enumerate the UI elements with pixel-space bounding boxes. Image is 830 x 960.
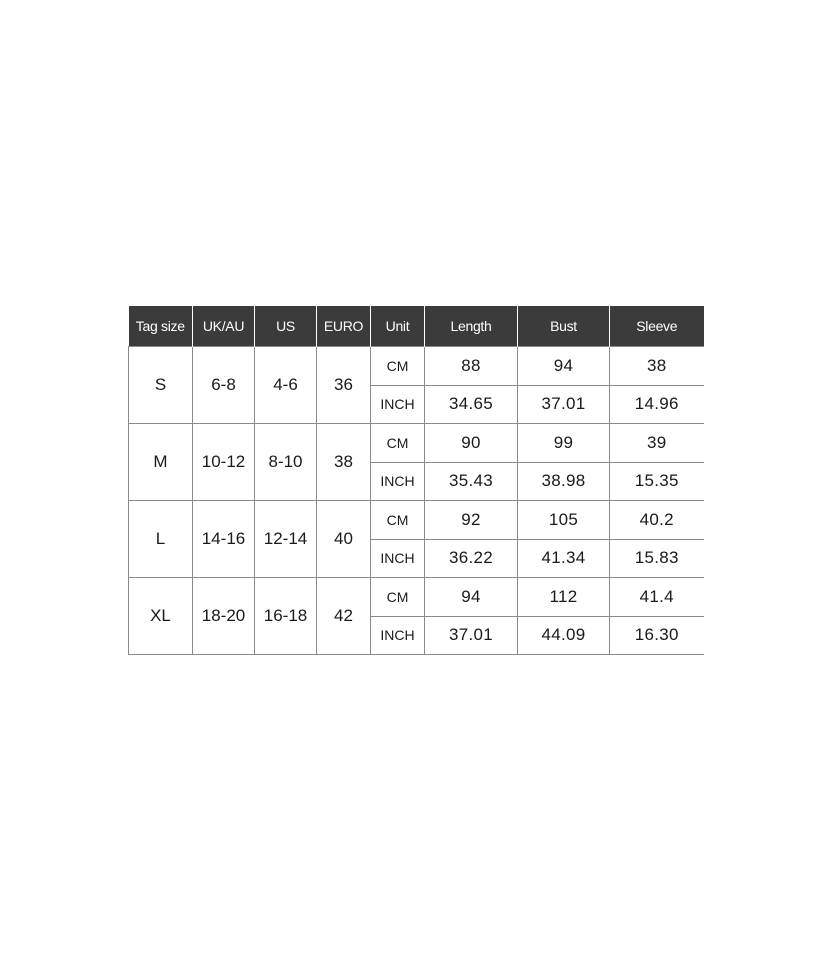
- header-sleeve: Sleeve: [610, 306, 704, 347]
- uk-au-cell: 10-12: [193, 424, 255, 501]
- length-cell: 94: [425, 578, 518, 617]
- unit-cell: CM: [371, 578, 425, 617]
- us-cell: 12-14: [255, 501, 317, 578]
- tag-size-cell: S: [129, 347, 193, 424]
- sleeve-cell: 16.30: [610, 616, 704, 655]
- length-cell: 35.43: [425, 462, 518, 501]
- uk-au-cell: 6-8: [193, 347, 255, 424]
- unit-cell: INCH: [371, 539, 425, 578]
- us-cell: 8-10: [255, 424, 317, 501]
- us-cell: 4-6: [255, 347, 317, 424]
- length-cell: 92: [425, 501, 518, 540]
- tag-size-cell: XL: [129, 578, 193, 655]
- header-euro: EURO: [317, 306, 371, 347]
- euro-cell: 40: [317, 501, 371, 578]
- sleeve-cell: 40.2: [610, 501, 704, 540]
- bust-cell: 37.01: [518, 385, 610, 424]
- sleeve-cell: 38: [610, 347, 704, 386]
- header-unit: Unit: [371, 306, 425, 347]
- tag-size-cell: M: [129, 424, 193, 501]
- euro-cell: 38: [317, 424, 371, 501]
- length-cell: 36.22: [425, 539, 518, 578]
- sleeve-cell: 39: [610, 424, 704, 463]
- bust-cell: 94: [518, 347, 610, 386]
- header-tag-size: Tag size: [129, 306, 193, 347]
- header-us: US: [255, 306, 317, 347]
- table-row: [129, 578, 704, 617]
- bust-cell: 99: [518, 424, 610, 463]
- table-row: [129, 424, 704, 463]
- euro-cell: 42: [317, 578, 371, 655]
- uk-au-cell: 18-20: [193, 578, 255, 655]
- bust-cell: 112: [518, 578, 610, 617]
- unit-cell: INCH: [371, 462, 425, 501]
- unit-cell: INCH: [371, 616, 425, 655]
- uk-au-cell: 14-16: [193, 501, 255, 578]
- sleeve-cell: 41.4: [610, 578, 704, 617]
- unit-cell: CM: [371, 424, 425, 463]
- sleeve-cell: 15.35: [610, 462, 704, 501]
- length-cell: 88: [425, 347, 518, 386]
- bust-cell: 44.09: [518, 616, 610, 655]
- header-length: Length: [425, 306, 518, 347]
- size-chart-table: [128, 306, 704, 655]
- bust-cell: 38.98: [518, 462, 610, 501]
- bust-cell: 41.34: [518, 539, 610, 578]
- header-bust: Bust: [518, 306, 610, 347]
- tag-size-cell: L: [129, 501, 193, 578]
- unit-cell: CM: [371, 501, 425, 540]
- sleeve-cell: 14.96: [610, 385, 704, 424]
- length-cell: 34.65: [425, 385, 518, 424]
- us-cell: 16-18: [255, 578, 317, 655]
- sleeve-cell: 15.83: [610, 539, 704, 578]
- table-row: [129, 347, 704, 386]
- header-row: [129, 306, 704, 347]
- table-row: [129, 501, 704, 540]
- euro-cell: 36: [317, 347, 371, 424]
- header-uk-au: UK/AU: [193, 306, 255, 347]
- length-cell: 37.01: [425, 616, 518, 655]
- unit-cell: INCH: [371, 385, 425, 424]
- bust-cell: 105: [518, 501, 610, 540]
- length-cell: 90: [425, 424, 518, 463]
- unit-cell: CM: [371, 347, 425, 386]
